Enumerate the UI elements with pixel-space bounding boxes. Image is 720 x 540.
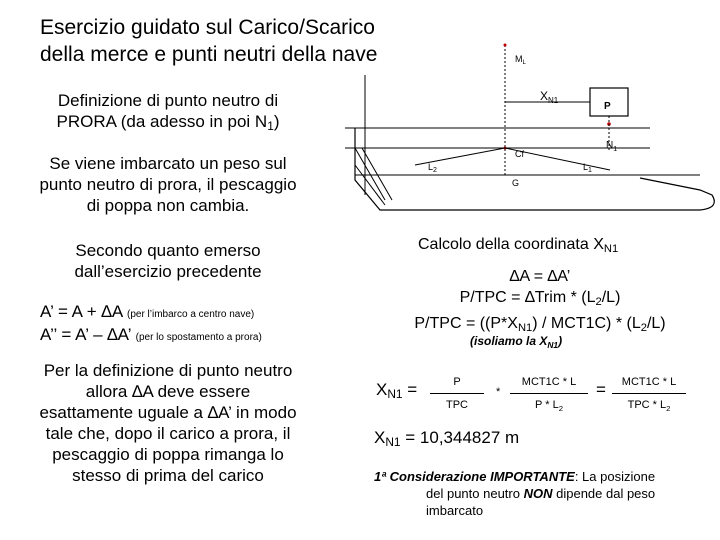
title-line-2: della merce e punti neutri della nave	[40, 43, 378, 66]
if-loaded-line-1: Se viene imbarcato un peso sul	[49, 154, 287, 173]
label-g: G	[512, 178, 520, 188]
result: $X_{N1} = 10,344827$ m	[374, 428, 520, 449]
definition-line-2: PRORA (da adesso in poi $N_1$)	[56, 112, 280, 133]
as-emerged-line-2: dall’esercizio precedente	[74, 262, 262, 281]
fraction-1-den: TPC	[446, 399, 468, 411]
fraction-2-num: MCT1C * L	[521, 376, 577, 388]
fraction-1-bar	[430, 393, 484, 394]
isolate-note: (isoliamo la $X_{N1}$)	[470, 334, 563, 350]
calc-title: Calcolo della coordinata $X_{N1}$	[418, 236, 619, 255]
note-line-2: del punto neutro NON dipende dal peso	[426, 486, 656, 501]
important-note	[374, 468, 704, 519]
calc-eq-b: P/TPC = ∆Trim * $(L_2/L)$	[459, 289, 621, 308]
fraction-3-num: MCT1C * L	[621, 376, 677, 388]
as-emerged-text	[18, 240, 318, 282]
label-cf: Cf	[515, 149, 524, 159]
label-l1: $L_1$	[583, 162, 592, 174]
stern-line-2	[362, 148, 392, 200]
fraction-3-den: TPC * $L_2$	[627, 399, 671, 413]
label-p: P	[604, 101, 611, 112]
times-sign: *	[496, 386, 501, 398]
calc-eq-a: ∆A = ∆A’	[509, 268, 571, 285]
equation-2: A’’ = A’ – ∆A’ (per lo spostamento a prora)	[40, 325, 262, 344]
equals-sign-2: =	[596, 380, 606, 399]
note-line-3: imbarcato	[426, 503, 484, 518]
hull-outline	[355, 128, 714, 210]
conclusion-line-2: allora ∆A deve essere	[85, 382, 251, 401]
conclusion-line-5: pescaggio di poppa rimanga lo	[52, 445, 284, 464]
conclusion-line-1: Per la definizione di punto neutro	[43, 361, 293, 380]
note-line-1: 1ª Considerazione IMPORTANTE: La posizione	[374, 469, 656, 484]
fraction-2-den: P * $L_2$	[535, 399, 563, 413]
ship-diagram	[0, 0, 720, 235]
stern-line-1	[355, 148, 385, 200]
label-l2: $L_2$	[428, 162, 437, 174]
metacentre-dot	[504, 44, 507, 47]
fraction-2-bar	[510, 393, 588, 394]
calc-eq-c: $P/TPC = ((P*X_{N1}) / MCT1C) * (L_2/L)$	[414, 315, 666, 334]
equation-1: A’ = A + ∆A (per l’imbarco a centro nave)	[40, 302, 255, 321]
label-ml: $M_L$	[515, 54, 526, 66]
label-xn1: $X_{N1}$	[540, 89, 559, 105]
if-loaded-line-3: di poppa non cambia.	[86, 196, 250, 215]
calc-equations	[360, 266, 720, 339]
formula-lhs: $X_{N1}$ =	[376, 380, 418, 401]
title-line-1: Esercizio guidato sul Carico/Scarico	[40, 16, 375, 39]
label-n1: $N_1$	[606, 140, 618, 153]
fraction-3-bar	[612, 393, 686, 394]
definition-line-1: Definizione di punto neutro di	[57, 91, 279, 110]
if-loaded-line-2: punto neutro di prora, il pescaggio	[39, 175, 297, 194]
as-emerged-line-1: Secondo quanto emerso	[75, 241, 261, 260]
fraction-1-num: P	[453, 376, 461, 388]
conclusion-line-4: tale che, dopo il carico a prora, il	[45, 424, 291, 443]
conclusion-line-3: esattamente uguale a ∆A’ in modo	[39, 403, 297, 422]
conclusion-text	[18, 360, 318, 486]
conclusion-line-6: stesso di prima del carico	[72, 466, 264, 485]
